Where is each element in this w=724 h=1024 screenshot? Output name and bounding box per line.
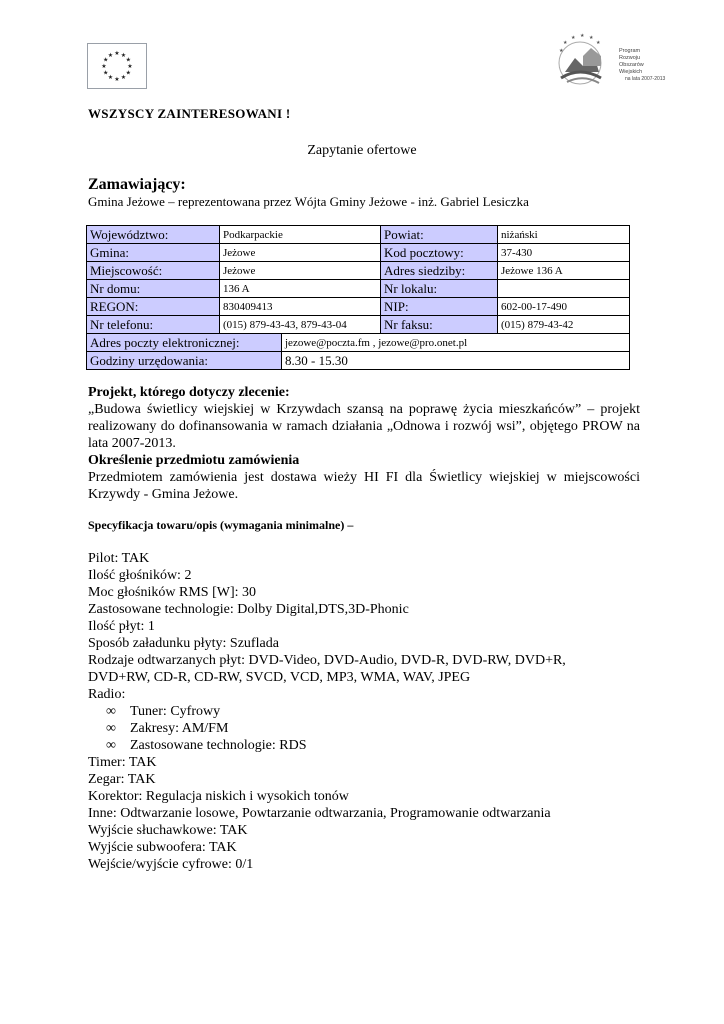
svg-text:★: ★ bbox=[107, 51, 114, 59]
buyer-description: Gmina Jeżowe – reprezentowana przez Wójta Gminy Jeżowe - inż. Gabriel Lesiczka bbox=[88, 194, 529, 209]
svg-text:★: ★ bbox=[107, 74, 114, 82]
spec-line: Ilość głośników: 2 bbox=[88, 568, 192, 583]
table-row bbox=[87, 226, 630, 244]
document-title: Zapytanie ofertowe bbox=[307, 143, 417, 158]
table-value: Jeżowe 136 A bbox=[498, 262, 630, 280]
svg-text:★: ★ bbox=[101, 63, 107, 70]
spec-line: Ilość płyt: 1 bbox=[88, 619, 155, 634]
table-row bbox=[87, 280, 630, 298]
project-section bbox=[88, 384, 640, 503]
radio-item-text: Zastosowane technologie: RDS bbox=[130, 738, 307, 753]
radio-item bbox=[88, 703, 648, 720]
spec-line: Inne: Odtwarzanie losowe, Powtarzanie odtwarzania, Programowanie odtwarzania bbox=[88, 806, 551, 821]
spec-line: Pilot: TAK bbox=[88, 551, 150, 566]
spec-line: Zastosowane technologie: Dolby Digital,DTS,3D-Phonic bbox=[88, 602, 409, 617]
salutation: WSZYSCY ZAINTERESOWANI ! bbox=[88, 106, 291, 121]
bullet-icon: ∞ bbox=[106, 721, 116, 736]
subject-heading: Określenie przedmiotu zamówienia bbox=[88, 453, 300, 468]
subject-text: Przedmiotem zamówienia jest dostawa wieży HI FI dla Świetlicy wiejskiej w miejscowości Krzywdy - Gmina Jeżowe. bbox=[88, 470, 640, 502]
table-value: 37-430 bbox=[498, 244, 630, 262]
spec-line: Wyjście słuchawkowe: TAK bbox=[88, 823, 248, 838]
spec-line: Rodzaje odtwarzanych płyt: DVD-Video, DVD-Audio, DVD-R, DVD-RW, DVD+R, bbox=[88, 653, 566, 668]
hours-value: 8.30 - 15.30 bbox=[282, 352, 630, 370]
radio-item bbox=[88, 737, 648, 754]
email-label: Adres poczty elektronicznej: bbox=[87, 334, 282, 352]
buyer-heading: Zamawiający: bbox=[88, 176, 186, 193]
svg-text:★: ★ bbox=[571, 35, 576, 41]
svg-text:★: ★ bbox=[125, 56, 131, 64]
spec-line: Wyjście subwoofera: TAK bbox=[88, 840, 237, 855]
eu-flag-logo bbox=[87, 43, 147, 89]
table-row bbox=[87, 334, 630, 352]
svg-text:★: ★ bbox=[103, 56, 109, 64]
table-label: Nr lokalu: bbox=[381, 280, 498, 298]
svg-text:★: ★ bbox=[120, 51, 127, 59]
table-label: NIP: bbox=[381, 298, 498, 316]
table-label: Gmina: bbox=[87, 244, 220, 262]
table-value bbox=[498, 280, 630, 298]
svg-text:★: ★ bbox=[580, 33, 585, 39]
svg-text:★: ★ bbox=[127, 63, 133, 70]
table-label: Nr domu: bbox=[87, 280, 220, 298]
spec-heading: Specyfikacja towaru/opis (wymagania minimalne) – bbox=[88, 518, 354, 532]
table-label: Nr telefonu: bbox=[87, 316, 220, 334]
project-heading: Projekt, którego dotyczy zlecenie: bbox=[88, 385, 290, 400]
spec-list bbox=[88, 550, 648, 873]
table-row bbox=[87, 316, 630, 334]
svg-text:★: ★ bbox=[596, 40, 601, 46]
table-row bbox=[87, 244, 630, 262]
table-value: Jeżowe bbox=[220, 244, 381, 262]
spec-line: Korektor: Regulacja niskich i wysokich tonów bbox=[88, 789, 349, 804]
table-value: 602-00-17-490 bbox=[498, 298, 630, 316]
hours-label: Godziny urzędowania: bbox=[87, 352, 282, 370]
svg-text:★: ★ bbox=[120, 74, 127, 82]
svg-text:★: ★ bbox=[103, 69, 109, 77]
contact-info-table bbox=[86, 225, 630, 334]
spec-line: Wejście/wyjście cyfrowe: 0/1 bbox=[88, 857, 254, 872]
table-row bbox=[87, 352, 630, 370]
contact-info-table-extra bbox=[86, 333, 630, 370]
table-value: Podkarpackie bbox=[220, 226, 381, 244]
bullet-icon: ∞ bbox=[106, 738, 116, 753]
spec-line: Timer: TAK bbox=[88, 755, 157, 770]
bullet-icon: ∞ bbox=[106, 704, 116, 719]
table-value: (015) 879-43-43, 879-43-04 bbox=[220, 316, 381, 334]
table-label: Miejscowość: bbox=[87, 262, 220, 280]
radio-item bbox=[88, 720, 648, 737]
radio-item-text: Zakresy: AM/FM bbox=[130, 721, 229, 736]
table-label: REGON: bbox=[87, 298, 220, 316]
email-value: jezowe@poczta.fm , jezowe@pro.onet.pl bbox=[282, 334, 630, 352]
radio-item-text: Tuner: Cyfrowy bbox=[130, 704, 221, 719]
prow-logo-text: Program Rozwoju Obszarów Wiejskich na lata 2007-2013 bbox=[619, 48, 666, 82]
table-label: Województwo: bbox=[87, 226, 220, 244]
svg-text:★: ★ bbox=[125, 69, 131, 77]
spec-line: Sposób załadunku płyty: Szuflada bbox=[88, 636, 279, 651]
svg-text:★: ★ bbox=[563, 40, 568, 46]
spec-line: DVD+RW, CD-R, CD-RW, SVCD, VCD, MP3, WMA, WAV, JPEG bbox=[88, 670, 471, 685]
svg-text:★: ★ bbox=[114, 50, 120, 57]
svg-text:★: ★ bbox=[114, 76, 120, 83]
spec-line: Radio: bbox=[88, 687, 126, 702]
table-value: niżański bbox=[498, 226, 630, 244]
table-value: 136 A bbox=[220, 280, 381, 298]
project-text: „Budowa świetlicy wiejskiej w Krzywdach szansą na poprawę życia mieszkańców” – projekt realizowany do dofinansowania w ramach działania „Odnowa i rozwój wsi”, objętego PROW na lata 2007-2013. bbox=[88, 402, 640, 451]
table-value: 830409413 bbox=[220, 298, 381, 316]
table-label: Powiat: bbox=[381, 226, 498, 244]
table-row bbox=[87, 262, 630, 280]
table-label: Kod pocztowy: bbox=[381, 244, 498, 262]
svg-text:★: ★ bbox=[589, 35, 594, 41]
spec-line: Moc głośników RMS [W]: 30 bbox=[88, 585, 256, 600]
spec-line: Zegar: TAK bbox=[88, 772, 156, 787]
table-label: Adres siedziby: bbox=[381, 262, 498, 280]
svg-text:★: ★ bbox=[559, 48, 564, 54]
table-value: (015) 879-43-42 bbox=[498, 316, 630, 334]
table-row bbox=[87, 298, 630, 316]
table-label: Nr faksu: bbox=[381, 316, 498, 334]
table-value: Jeżowe bbox=[220, 262, 381, 280]
